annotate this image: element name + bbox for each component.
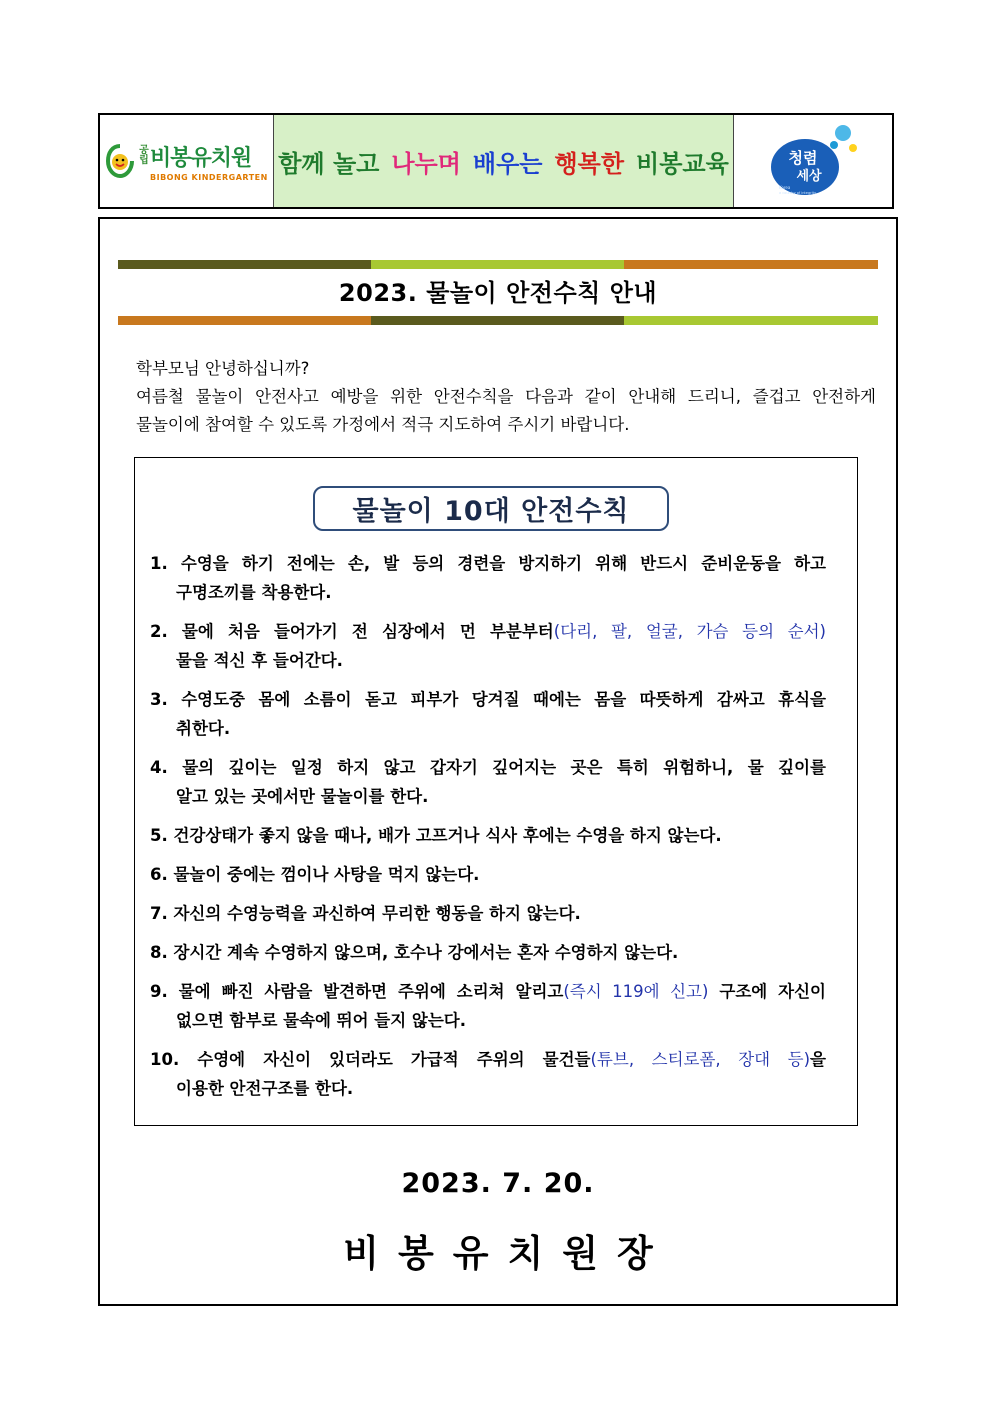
rule-text: 을 [810,1050,826,1069]
intro-greeting: 학부모님 안녕하십니까? [136,359,310,378]
emblem-main-text: 청렴 [788,149,818,167]
rule-item [150,685,826,743]
rule-line: 알고 있는 곳에서만 물놀이를 한다. [176,787,429,806]
bar-seg-dark [118,260,371,269]
rule-item [150,617,826,675]
rule-line: 물을 적신 후 들어간다. [176,651,343,670]
title-bar-bottom [118,316,878,325]
slogan-word: 배우는 [472,149,543,178]
rule-line: 5. 건강상태가 좋지 않을 때나, 배가 고프거나 식사 후에는 수영을 하지 않는다. [150,826,722,845]
intro-line-3: 물놀이에 참여할 수 있도록 가정에서 적극 지도하여 주시기 바랍니다. [136,415,630,434]
rule-text: 9. 물에 빠진 사람을 발견하면 주위에 소리쳐 알리고 [150,982,564,1001]
emblem-small2: a country of integrity [779,191,817,195]
logo-face-icon [106,144,134,178]
bar-seg-green [624,316,878,325]
bar-seg-green [371,260,624,269]
logo-gongrip [138,146,150,166]
rule-item [150,753,826,811]
rule-item [150,977,826,1035]
rule-line [150,617,826,646]
rule-line: 취한다. [176,719,231,738]
bar-seg-orange [624,260,878,269]
logo-name: 비봉유치원 [150,145,252,171]
rule-item [150,549,826,607]
rule-line: 4. 물의 깊이는 일정 하지 않고 갑자기 깊어지는 곳은 특히 위험하니, 물 깊이를 [150,758,826,777]
slogan-word: 함께 놀고 [278,149,380,178]
rule-line [150,977,826,1006]
slogan-word: 비봉교육 [636,149,729,178]
emblem-small1: Korea [779,185,791,190]
rules-title: 물놀이 10대 안전수칙 [313,486,669,531]
rule-note: (즉시 119에 신고) [563,982,709,1001]
title-bar-top [118,260,878,269]
logo-english: BIBONG KINDERGARTEN [150,172,268,182]
intro-line-2: 여름철 물놀이 안전사고 예방을 위한 안전수칙을 다음과 같이 안내해 드리니, 즐겁고 안전하게 [136,387,876,406]
header-banner [98,113,894,209]
document-date: 2023. 7. 20. [401,1168,595,1199]
rule-item [150,938,826,967]
integrity-emblem [734,115,892,207]
emblem-sub-text: 세상 [796,169,822,184]
rule-item [150,1045,826,1103]
rule-text: 10. 수영에 자신이 있더라도 가급적 주위의 물건들 [150,1050,591,1069]
kindergarten-logo [100,115,274,207]
signature: 비봉유치원장 [343,1232,672,1275]
rule-line: 없으면 함부로 물속에 뛰어 들지 않는다. [176,1011,467,1030]
rule-line: 구명조끼를 착용한다. [176,583,332,602]
slogan [274,115,734,207]
logo-rip-char: 립 [139,155,149,166]
rule-line [150,1045,826,1074]
rule-line: 8. 장시간 계속 수영하지 않으며, 호수나 강에서는 혼자 수영하지 않는다. [150,943,679,962]
rule-text: 2. 물에 처음 들어가기 전 심장에서 먼 부분부터 [150,622,554,641]
logo-gong-char: 공 [139,145,149,156]
integrity-emblem-icon [763,121,863,201]
rule-line: 7. 자신의 수영능력을 과신하여 무리한 행동을 하지 않는다. [150,904,581,923]
rule-line: 1. 수영을 하기 전에는 손, 발 등의 경련을 방지하기 위해 반드시 준비운동을 하고 [150,554,826,573]
rule-text: 구조에 자신이 [708,982,826,1001]
rule-line: 6. 물놀이 중에는 껌이나 사탕을 먹지 않는다. [150,865,480,884]
rule-note: (다리, 팔, 얼굴, 가슴 등의 순서) [553,622,826,641]
document-title: 2023. 물놀이 안전수칙 안내 [338,279,658,307]
rule-item [150,860,826,889]
rules-list [150,549,826,1113]
rule-note: (튜브, 스티로폼, 장대 등) [590,1050,811,1069]
rule-line: 이용한 안전구조를 한다. [176,1079,354,1098]
bar-seg-orange [118,316,371,325]
rule-item [150,821,826,850]
rule-item [150,899,826,928]
rule-line: 3. 수영도중 몸에 소름이 돋고 피부가 당겨질 때에는 몸을 따뜻하게 감싸고 휴식을 [150,690,826,709]
slogan-word: 나누며 [391,149,461,178]
bar-seg-dark [371,316,624,325]
intro-text [136,355,876,439]
slogan-word: 행복한 [554,149,625,178]
